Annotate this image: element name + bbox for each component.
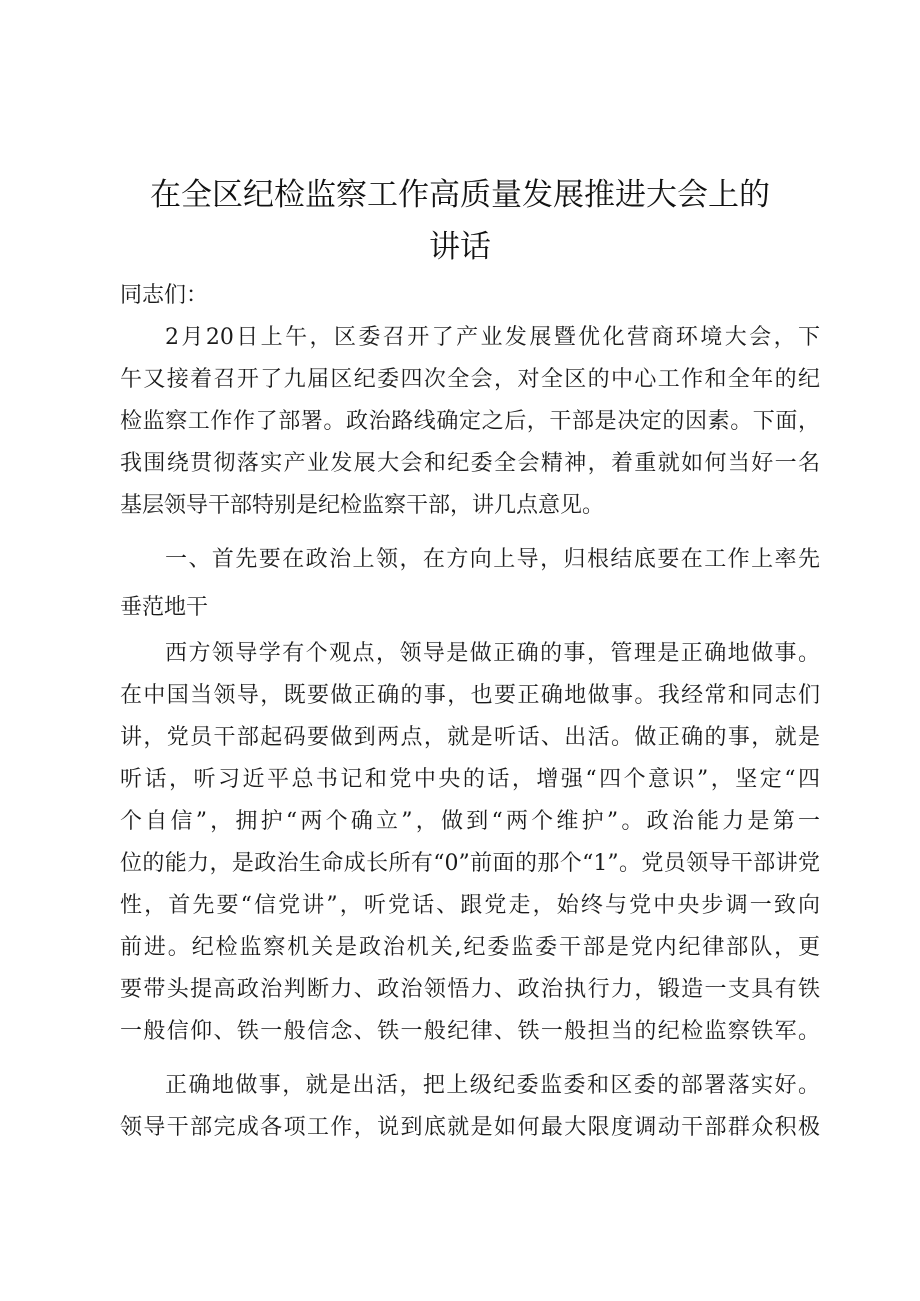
section-heading-line: 垂范地干	[120, 595, 209, 620]
paragraph-1-line: 检监察工作作了部署。政治路线确定之后，干部是决定的因素。下面，	[120, 409, 820, 434]
paragraph-2-line: 在中国当领导，既要做正确的事，也要正确地做事。我经常和同志们	[120, 683, 820, 708]
paragraph-2-line: 要带头提高政治判断力、政治领悟力、政治执行力，锻造一支具有铁	[120, 977, 820, 1002]
document-title-line-1: 在全区纪检监察工作高质量发展推进大会上的	[150, 177, 770, 213]
paragraph-2-line: 一般信仰、铁一般信念、铁一般纪律、铁一般担当的纪检监察铁军。	[120, 1019, 820, 1044]
paragraph-1-line: 2月20日上午，区委召开了产业发展暨优化营商环境大会，下	[165, 325, 820, 350]
salutation: 同志们：	[120, 283, 209, 308]
paragraph-2-line: 听话，听习近平总书记和党中央的话，增强“四个意识”，坚定“四	[120, 767, 820, 792]
paragraph-3-line: 正确地做事，就是出活，把上级纪委监委和区委的部署落实好。	[165, 1073, 820, 1098]
paragraph-2-line: 讲，党员干部起码要做到两点，就是听话、出活。做正确的事，就是	[120, 725, 820, 750]
paragraph-1-line: 基层领导干部特别是纪检监察干部，讲几点意见。	[120, 493, 605, 518]
paragraph-2-line: 个自信”，拥护“两个确立”，做到“两个维护”。政治能力是第一	[120, 809, 820, 834]
document-title-line-2: 讲话	[429, 229, 491, 265]
section-heading-line: 一、首先要在政治上领，在方向上导，归根结底要在工作上率先	[165, 547, 820, 572]
paragraph-2-line: 西方领导学有个观点，领导是做正确的事，管理是正确地做事。	[165, 641, 820, 666]
paragraph-1-line: 午又接着召开了九届区纪委四次全会，对全区的中心工作和全年的纪	[120, 367, 820, 392]
paragraph-3-line: 领导干部完成各项工作，说到底就是如何最大限度调动干部群众积极	[120, 1115, 820, 1140]
paragraph-2-line: 位的能力，是政治生命成长所有“0”前面的那个“1”。党员领导干部讲党	[120, 851, 820, 876]
paragraph-2-line: 前进。纪检监察机关是政治机关,纪委监委干部是党内纪律部队，更	[120, 935, 820, 960]
paragraph-1-line: 我围绕贯彻落实产业发展大会和纪委全会精神，着重就如何当好一名	[120, 451, 820, 476]
paragraph-2-line: 性，首先要“信党讲”，听党话、跟党走，始终与党中央步调一致向	[120, 893, 820, 918]
